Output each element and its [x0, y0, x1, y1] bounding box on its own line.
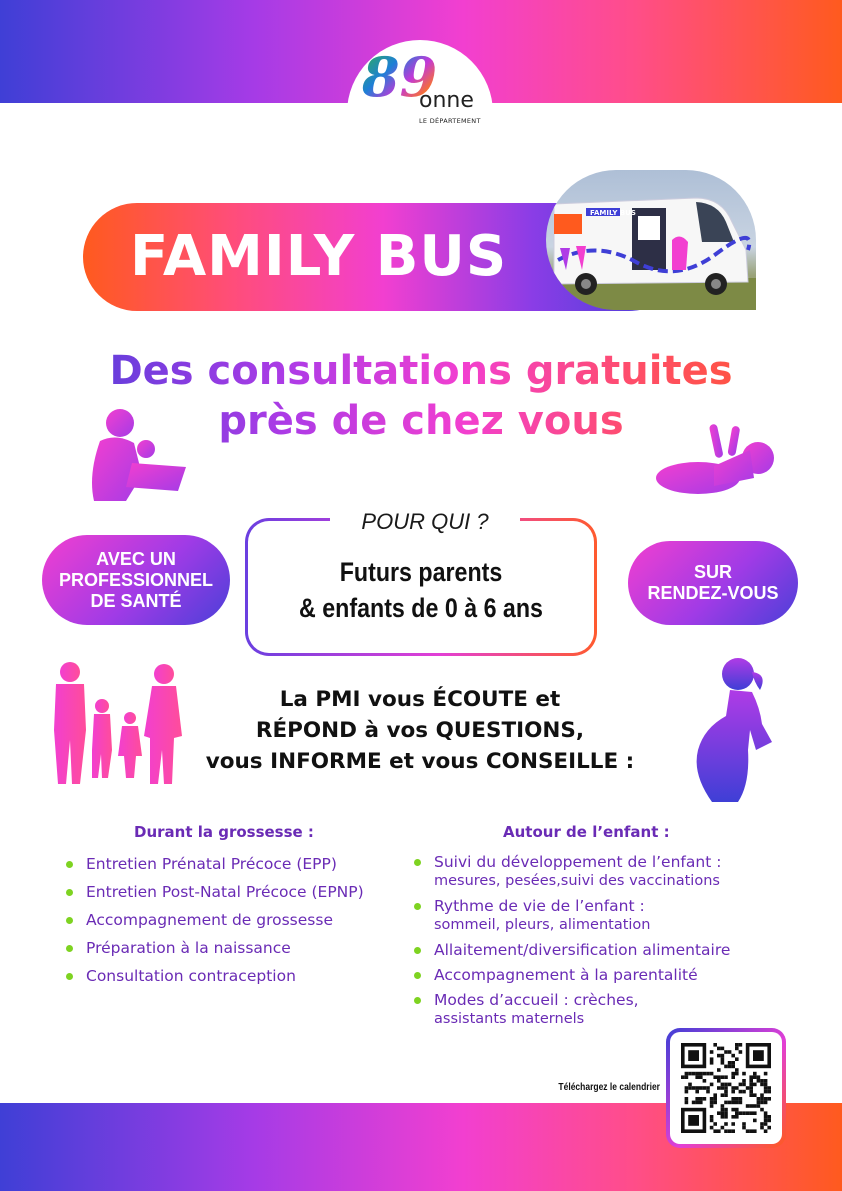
family-silhouette-icon — [46, 660, 192, 784]
pmi-line-3: vous INFORME et vous CONSEILLE : — [205, 749, 635, 774]
list-item: Accompagnement de grossesse — [66, 909, 406, 937]
professional-badge — [42, 535, 230, 625]
mother-reading-silhouette-icon — [86, 405, 190, 505]
bus-icon — [546, 170, 756, 310]
logo-number: 89 — [362, 45, 438, 109]
qr-code-icon[interactable] — [670, 1032, 782, 1144]
list-item-sub: mesures, pesées,suivi des vaccinations — [434, 873, 720, 889]
list-item — [414, 941, 794, 960]
target-audience-line-2: & enfants de 0 à 6 ans — [299, 593, 543, 623]
logo-word: onne — [419, 88, 474, 113]
pmi-statement — [180, 684, 660, 777]
child-section-title: Autour de l’enfant : — [503, 823, 670, 841]
list-item — [414, 897, 794, 935]
list-item-sub: assistants maternels — [434, 1011, 585, 1027]
professional-badge-line-3: DE SANTÉ — [90, 590, 182, 611]
list-item-main: Accompagnement à la parentalité — [434, 966, 698, 984]
list-item: Consultation contraception — [66, 965, 406, 993]
list-item-main: Suivi du développement de l’enfant : — [434, 853, 722, 871]
list-item-main: Modes d’accueil : crèches, — [434, 991, 639, 1009]
headline-line-2: près de chez vous — [0, 396, 842, 446]
svg-text:FAMILY BUS: FAMILY BUS — [590, 209, 636, 217]
list-item — [414, 991, 794, 1029]
list-item-main: Allaitement/diversification alimentaire — [434, 941, 731, 959]
baby-playing-silhouette-icon — [654, 420, 776, 496]
qr-caption: Téléchargez le calendrier — [558, 1082, 660, 1093]
page-title: FAMILY BUS — [130, 224, 508, 289]
list-item: Entretien Post-Natal Précoce (EPNP) — [66, 881, 406, 909]
professional-badge-line-1: AVEC UN — [96, 548, 176, 569]
list-item-main: Rythme de vie de l’enfant : — [434, 897, 645, 915]
appointment-badge-line-2: RENDEZ-VOUS — [647, 583, 779, 603]
pmi-line-1: La PMI vous ÉCOUTE et — [279, 687, 561, 712]
child-list — [414, 853, 794, 1035]
headline-line-1: Des consultations gratuites — [0, 346, 842, 396]
pregnancy-section-title: Durant la grossesse : — [134, 823, 314, 841]
list-item — [414, 853, 794, 891]
list-item: Entretien Prénatal Précoce (EPP) — [66, 853, 406, 881]
appointment-badge-line-1: SUR — [693, 562, 732, 582]
professional-badge-line-2: PROFESSIONNEL — [58, 569, 214, 590]
logo-subtitle: LE DÉPARTEMENT — [419, 117, 481, 125]
appointment-badge — [628, 541, 798, 625]
bus-photo — [546, 170, 756, 310]
target-audience-label: POUR QUI ? — [330, 508, 520, 536]
list-item: Préparation à la naissance — [66, 937, 406, 965]
target-audience-line-1: Futurs parents — [339, 557, 503, 587]
list-item-sub: sommeil, pleurs, alimentation — [434, 917, 651, 933]
pregnancy-list — [66, 853, 406, 993]
qr-code-frame[interactable] — [666, 1028, 786, 1148]
target-audience-text — [270, 554, 573, 626]
list-item — [414, 966, 794, 985]
pmi-line-2: RÉPOND à vos QUESTIONS, — [255, 718, 585, 743]
pregnant-woman-silhouette-icon — [690, 654, 778, 804]
